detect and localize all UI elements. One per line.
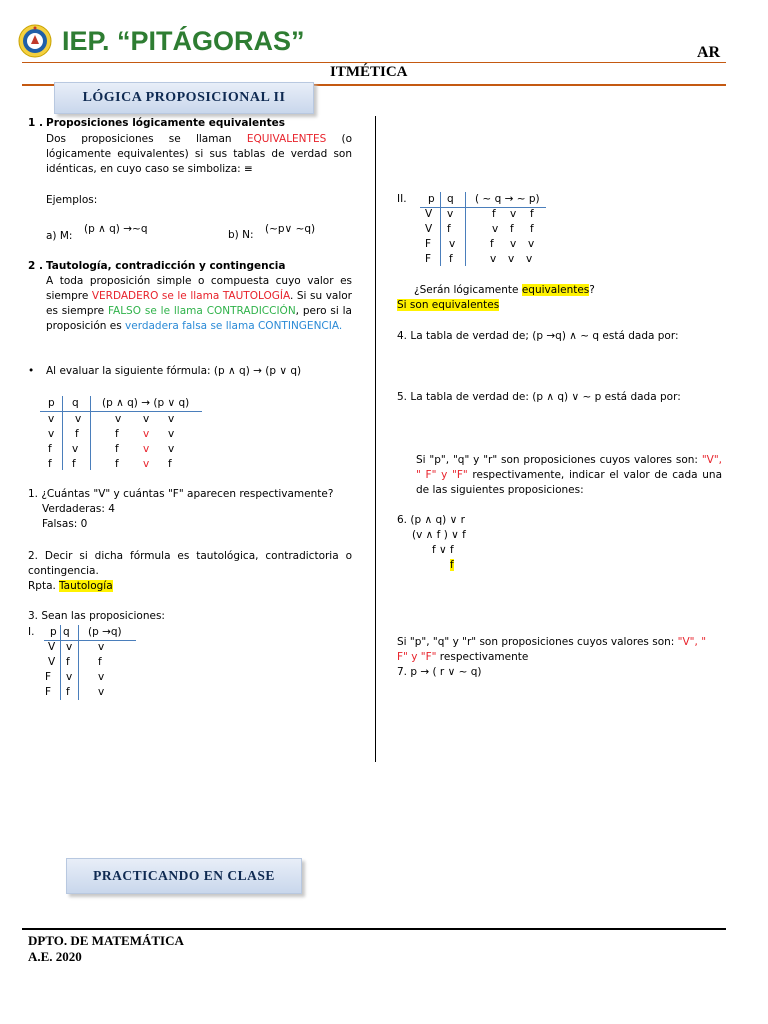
section-banner: LÓGICA PROPOSICIONAL II xyxy=(54,82,314,114)
tautologia-term: VERDADERO se le llama TAUTOLOGÍA xyxy=(91,290,290,302)
contingencia-term: verdadera falsa se llama CONTINGENCIA. xyxy=(125,320,343,332)
tI-cell: v xyxy=(98,686,105,698)
sec1-p-c: (o lógicamente equivalentes) si sus tablas de verdad son idénticas, en cuyo caso se simboliza: ≡ xyxy=(46,133,353,175)
tII-header-p: p xyxy=(428,193,435,205)
example-b-formula: (~p∨ ~q) xyxy=(265,223,316,235)
tI-cell: v xyxy=(66,671,73,683)
given2-v: "V", " xyxy=(677,636,707,648)
question-3: 3. Sean las proposiciones: xyxy=(28,610,165,622)
t1-col-rule-1 xyxy=(62,396,63,470)
tII-cell: f xyxy=(510,223,514,235)
practice-banner: PRACTICANDO EN CLASE xyxy=(66,858,302,894)
sec2-t1: A toda proposición simple o compuesta cuyo valor es siempre xyxy=(46,275,352,302)
tI-cell: v xyxy=(66,641,73,653)
t1-cell: f xyxy=(115,428,119,440)
question-1: 1. ¿Cuántas "V" y cuántas "F" aparecen respectivamente? xyxy=(28,488,334,500)
tI-cell: f xyxy=(66,686,70,698)
tII-cell: v xyxy=(510,238,517,250)
tII-cell: f xyxy=(530,223,534,235)
tII-cell: F xyxy=(425,238,432,250)
ejemplos-label: Ejemplos: xyxy=(46,194,98,206)
tII-cell: f xyxy=(447,223,451,235)
tII-cell: f xyxy=(530,208,534,220)
header-rule xyxy=(22,62,726,63)
t1-cell: f xyxy=(48,443,52,455)
t1-header-rule xyxy=(40,411,202,412)
tII-cell: v xyxy=(526,253,533,265)
q2-answer: Tautología xyxy=(59,580,113,592)
tII-cell: f xyxy=(490,238,494,250)
tII-col-rule-2 xyxy=(465,192,466,266)
t1-col-rule-2 xyxy=(90,396,91,470)
tI-header-rule xyxy=(44,640,136,641)
tI-cell: f xyxy=(98,656,102,668)
subject-title: ITMÉTICA xyxy=(330,64,408,80)
q6-result: f xyxy=(450,559,454,571)
sec2-title: Tautología, contradicción y contingencia xyxy=(46,260,286,272)
tI-header-formula: (p →q) xyxy=(88,626,122,638)
t1-cell: v xyxy=(168,443,175,455)
question-7: 7. p → ( r ∨ ~ q) xyxy=(397,666,482,678)
equiv-q-highlight: equivalentes xyxy=(521,284,590,296)
tI-header-q: q xyxy=(63,626,70,638)
question-6: 6. (p ∧ q) ∨ r xyxy=(397,514,465,526)
t1-cell: f xyxy=(115,458,119,470)
t1-cell-main: v xyxy=(143,458,150,470)
sec1-title: Proposiciones lógicamente equivalentes xyxy=(46,117,286,129)
given1-ff: " F" y "F" xyxy=(416,469,468,481)
column-divider xyxy=(375,116,376,762)
header-corner: AR xyxy=(697,44,721,61)
given1-d: respectivamente, indicar el valor de cada una de las siguientes proposiciones: xyxy=(416,469,723,496)
given-values-1 xyxy=(416,453,722,498)
question-2: 2. Decir si dicha fórmula es tautológica, contradictoria o contingencia. xyxy=(28,550,352,577)
tI-cell: v xyxy=(98,641,105,653)
tII-cell: V xyxy=(425,208,433,220)
t1-header-q: q xyxy=(72,397,79,409)
t1-cell: f xyxy=(72,458,76,470)
given2-a: Si "p", "q" y "r" son proposiciones cuyos valores son: xyxy=(397,636,678,648)
tI-cell: V xyxy=(48,641,56,653)
given-values-2 xyxy=(397,636,706,648)
tII-cell: V xyxy=(425,223,433,235)
tII-header-q: q xyxy=(447,193,454,205)
footer-department: DPTO. DE MATEMÁTICA xyxy=(28,933,184,948)
school-logo xyxy=(18,24,52,58)
tI-cell: V xyxy=(48,656,56,668)
t1-cell: v xyxy=(75,413,82,425)
t1-cell: f xyxy=(75,428,79,440)
tI-cell: f xyxy=(66,656,70,668)
tI-label: I. xyxy=(28,626,35,638)
question-4: 4. La tabla de verdad de; (p →q) ∧ ~ q está dada por: xyxy=(397,330,679,342)
tII-cell: v xyxy=(528,238,535,250)
tII-cell: v xyxy=(449,238,456,250)
tI-cell: F xyxy=(45,686,52,698)
t1-cell: f xyxy=(168,458,172,470)
t1-header-formula: (p ∧ q) → (p ∨ q) xyxy=(102,397,190,409)
tII-cell: v xyxy=(447,208,454,220)
equiv-q-a: ¿Serán lógicamente xyxy=(414,284,522,296)
given2-ff: F" y "F" xyxy=(397,651,437,663)
tII-cell: v xyxy=(508,253,515,265)
given1-v: "V", xyxy=(701,454,722,466)
q2-rpta-label: Rpta. xyxy=(28,580,56,592)
equiv-q-c: ? xyxy=(589,284,595,296)
equivalentes-term: EQUIVALENTES xyxy=(246,133,327,145)
sec2-t3: . Si su valor es siempre xyxy=(46,290,352,317)
t1-cell: v xyxy=(168,428,175,440)
contradiccion-term: FALSO se le llama CONTRADICCIÓN xyxy=(107,305,296,317)
tII-label: II. xyxy=(397,193,407,205)
t1-cell: v xyxy=(48,428,55,440)
given-values-2b xyxy=(397,651,528,663)
example-a-label: a) M: xyxy=(46,230,73,242)
eval-text: Al evaluar la siguiente fórmula: (p ∧ q) → (p ∨ q) xyxy=(46,365,302,377)
sec1-paragraph xyxy=(46,132,352,177)
t1-cell: v xyxy=(115,413,122,425)
t1-cell: f xyxy=(115,443,119,455)
example-b-label: b) N: xyxy=(228,229,254,241)
equivalence-question xyxy=(414,284,595,296)
tII-cell: F xyxy=(425,253,432,265)
tII-cell: f xyxy=(492,208,496,220)
tI-col-rule-2 xyxy=(78,625,79,700)
q1-verdaderas: Verdaderas: 4 xyxy=(42,503,115,515)
tII-header-rule xyxy=(420,207,546,208)
tI-col-rule-1 xyxy=(60,625,61,700)
equivalence-answer: Si son equivalentes xyxy=(397,299,500,311)
t1-cell: v xyxy=(168,413,175,425)
tII-cell: v xyxy=(492,223,499,235)
school-name: IEP. “PITÁGORAS” xyxy=(62,26,305,56)
sec2-t5: , pero si la proposición es xyxy=(46,305,352,332)
t1-cell: v xyxy=(48,413,55,425)
given1-a: Si "p", "q" y "r" son proposiciones cuyos valores son: xyxy=(416,454,702,466)
tII-header-formula: ( ~ q → ~ p) xyxy=(475,193,540,205)
tII-col-rule-1 xyxy=(440,192,441,266)
t1-cell-main: v xyxy=(143,443,150,455)
tI-cell: v xyxy=(98,671,105,683)
sec1-number: 1 . xyxy=(28,117,43,129)
footer-year: A.E. 2020 xyxy=(28,949,82,964)
q6-step-2: f ∨ f xyxy=(432,544,454,556)
sec1-p-a: Dos proposiciones se llaman xyxy=(46,133,247,145)
t1-cell: f xyxy=(48,458,52,470)
tI-header-p: p xyxy=(50,626,57,638)
tII-cell: v xyxy=(490,253,497,265)
sec2-number: 2 . xyxy=(28,260,43,272)
tII-cell: v xyxy=(510,208,517,220)
t1-cell: v xyxy=(72,443,79,455)
q6-step-1: (v ∧ f ) ∨ f xyxy=(412,529,466,541)
t1-header-p: p xyxy=(48,397,55,409)
q1-falsas: Falsas: 0 xyxy=(42,518,88,530)
example-a-formula: (p ∧ q) →~q xyxy=(84,223,148,235)
t1-cell: v xyxy=(143,413,150,425)
tI-cell: F xyxy=(45,671,52,683)
sec2-paragraph xyxy=(46,274,352,334)
footer-rule xyxy=(22,928,726,930)
t1-cell-main: v xyxy=(143,428,150,440)
bullet: • xyxy=(28,365,35,377)
tII-cell: f xyxy=(449,253,453,265)
given2-d: respectivamente xyxy=(436,651,529,663)
question-5: 5. La tabla de verdad de: (p ∧ q) ∨ ~ p está dada por: xyxy=(397,391,681,403)
